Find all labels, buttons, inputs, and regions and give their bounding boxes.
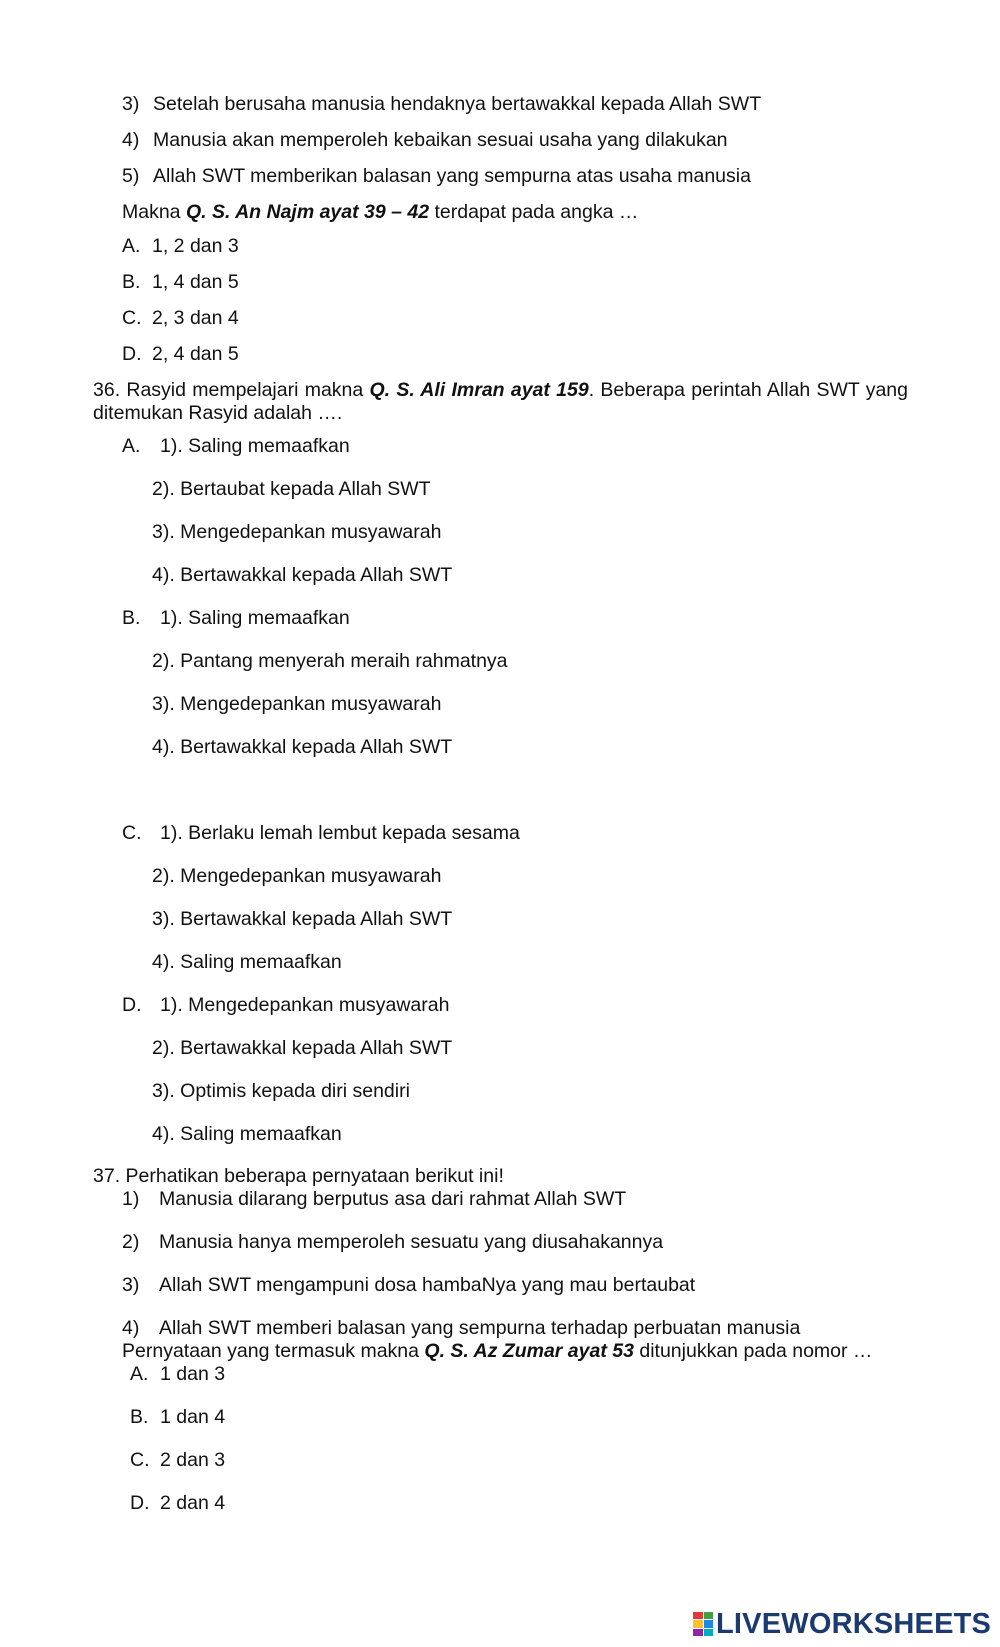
option-text: 2 dan 4 — [160, 1492, 226, 1514]
q36-option-d[interactable] — [122, 993, 449, 1017]
q36-option-c[interactable] — [122, 821, 520, 845]
q37-option-d[interactable] — [130, 1491, 225, 1515]
q37-statement — [122, 1316, 800, 1340]
option-letter: A. — [122, 435, 141, 457]
logo-block — [693, 1629, 703, 1636]
q36-question-line — [93, 378, 908, 402]
q35-option-b[interactable] — [122, 270, 239, 294]
option-letter: C. — [122, 822, 142, 844]
q35-statement — [122, 92, 761, 116]
option-letter: D. — [122, 994, 142, 1016]
statement-text: Allah SWT memberikan balasan yang sempurna atas usaha manusia — [153, 165, 751, 187]
q36-option-a[interactable] — [122, 434, 350, 458]
statement-number: 1) — [122, 1188, 140, 1210]
question-text: . Beberapa perintah Allah SWT yang — [588, 379, 908, 401]
statement-number: 2) — [122, 1231, 140, 1253]
prompt-text: terdapat pada angka … — [429, 201, 639, 223]
q36-option-a-line: 4). Bertawakkal kepada Allah SWT — [152, 564, 453, 586]
option-text: 1 dan 3 — [160, 1363, 226, 1385]
statement-number: 3) — [122, 1274, 140, 1296]
option-letter: B. — [122, 607, 141, 629]
option-text: 2 dan 3 — [160, 1449, 226, 1471]
logo-block — [693, 1620, 703, 1627]
statement-number: 4) — [122, 129, 140, 151]
option-line: 1). Mengedepankan musyawarah — [160, 994, 450, 1016]
q37-option-b[interactable] — [130, 1405, 225, 1429]
logo-block — [704, 1620, 714, 1627]
option-letter: A. — [130, 1363, 149, 1385]
logo-block — [704, 1612, 714, 1619]
liveworksheets-mark-icon — [693, 1612, 713, 1636]
q36-option-d-line: 3). Optimis kepada diri sendiri — [152, 1080, 410, 1102]
logo-text: LIVEWORKSHEETS — [716, 1608, 992, 1640]
q36-option-a-line: 3). Mengedepankan musyawarah — [152, 521, 442, 543]
prompt-text: Makna — [122, 201, 186, 223]
q36-option-b-line: 2). Pantang menyerah meraih rahmatnya — [152, 650, 508, 672]
statement-text: Setelah berusaha manusia hendaknya bertawakkal kepada Allah SWT — [153, 93, 762, 115]
q36-option-c-line: 3). Bertawakkal kepada Allah SWT — [152, 908, 453, 930]
option-text: 2, 4 dan 5 — [152, 343, 239, 365]
option-letter: D. — [122, 343, 142, 365]
option-text: 2, 3 dan 4 — [152, 307, 239, 329]
liveworksheets-logo — [693, 1610, 991, 1638]
q35-prompt — [122, 200, 638, 224]
q36-question-line: ditemukan Rasyid adalah …. — [93, 402, 343, 424]
q37-statement — [122, 1187, 626, 1211]
q35-statement — [122, 128, 728, 152]
statement-text: Manusia dilarang berputus asa dari rahmat Allah SWT — [159, 1188, 627, 1210]
q35-option-c[interactable] — [122, 306, 239, 330]
q35-option-d[interactable] — [122, 342, 239, 366]
q36-option-d-line: 2). Bertawakkal kepada Allah SWT — [152, 1037, 453, 1059]
surah-reference: Q. S. Ali Imran ayat 159 — [369, 379, 589, 401]
q36-option-b-line: 4). Bertawakkal kepada Allah SWT — [152, 736, 453, 758]
option-line: 1). Saling memaafkan — [160, 435, 350, 457]
option-line: 1). Saling memaafkan — [160, 607, 350, 629]
option-letter: C. — [130, 1449, 150, 1471]
option-text: 1 dan 4 — [160, 1406, 226, 1428]
q37-prompt — [122, 1339, 872, 1363]
q35-statement — [122, 164, 751, 188]
q36-option-d-line: 4). Saling memaafkan — [152, 1123, 342, 1145]
prompt-text: Pernyataan yang termasuk makna — [122, 1340, 425, 1362]
option-text: 1, 4 dan 5 — [152, 271, 239, 293]
option-letter: D. — [130, 1492, 150, 1514]
prompt-text: ditunjukkan pada nomor … — [633, 1340, 873, 1362]
logo-block — [704, 1629, 714, 1636]
statement-text: Allah SWT memberi balasan yang sempurna terhadap perbuatan manusia — [159, 1317, 801, 1339]
q37-option-a[interactable] — [130, 1362, 225, 1386]
q37-statement — [122, 1273, 695, 1297]
surah-reference: Q. S. An Najm ayat 39 – 42 — [185, 201, 430, 223]
q36-option-b-line: 3). Mengedepankan musyawarah — [152, 693, 442, 715]
statement-number: 5) — [122, 165, 140, 187]
statement-text: Manusia hanya memperoleh sesuatu yang diusahakannya — [159, 1231, 664, 1253]
q36-option-c-line: 4). Saling memaafkan — [152, 951, 342, 973]
option-letter: A. — [122, 235, 141, 257]
statement-text: Manusia akan memperoleh kebaikan sesuai usaha yang dilakukan — [153, 129, 728, 151]
q35-option-a[interactable] — [122, 234, 239, 258]
option-letter: B. — [122, 271, 141, 293]
logo-block — [693, 1612, 703, 1619]
option-line: 1). Berlaku lemah lembut kepada sesama — [160, 822, 520, 844]
option-letter: C. — [122, 307, 142, 329]
q36-option-b[interactable] — [122, 606, 350, 630]
q37-question: 37. Perhatikan beberapa pernyataan berikut ini! — [93, 1165, 504, 1187]
q36-option-c-line: 2). Mengedepankan musyawarah — [152, 865, 442, 887]
option-letter: B. — [130, 1406, 149, 1428]
option-text: 1, 2 dan 3 — [152, 235, 239, 257]
q36-option-a-line: 2). Bertaubat kepada Allah SWT — [152, 478, 431, 500]
statement-number: 3) — [122, 93, 140, 115]
q37-statement — [122, 1230, 663, 1254]
q37-option-c[interactable] — [130, 1448, 225, 1472]
question-text: 36. Rasyid mempelajari makna — [93, 379, 370, 401]
surah-reference: Q. S. Az Zumar ayat 53 — [424, 1340, 634, 1362]
statement-number: 4) — [122, 1317, 140, 1339]
statement-text: Allah SWT mengampuni dosa hambaNya yang mau bertaubat — [159, 1274, 696, 1296]
